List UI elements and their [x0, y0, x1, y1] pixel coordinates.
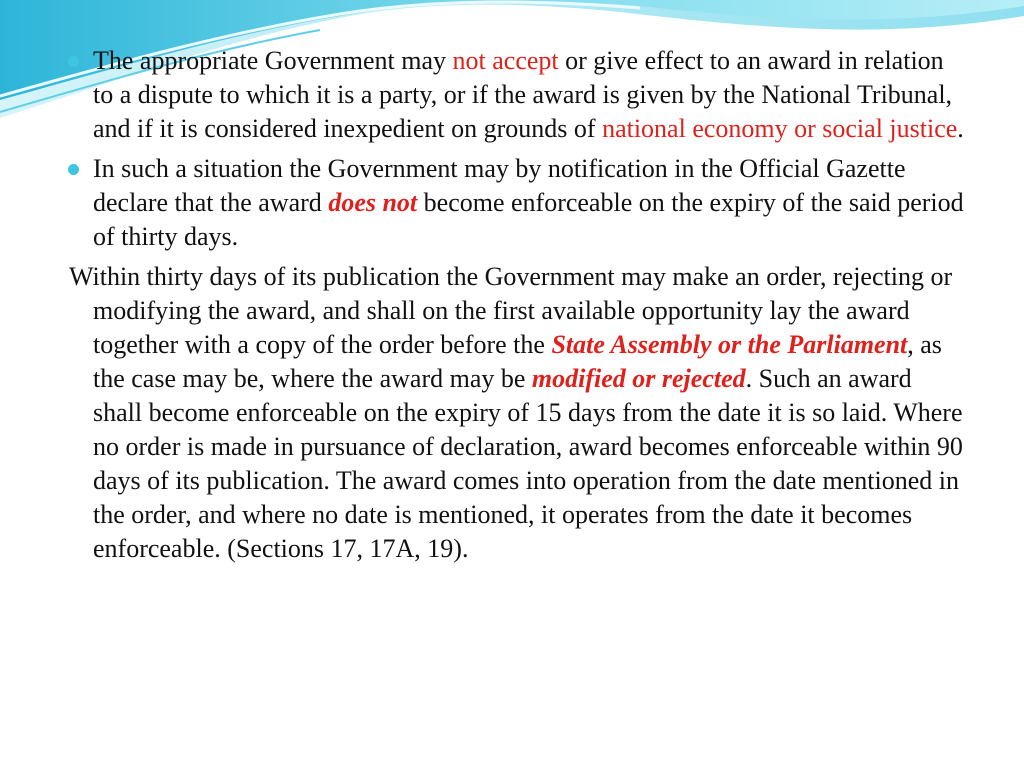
- bullet-item-2: [66, 152, 966, 254]
- paragraph-text-c: . Such an award shall become enforceable on the expiry of 15 days from the date it is so laid. Where no order is made in pursuance of declaration, award becomes enforceable within 90 days of its publication. The award comes into operation from the date mentioned in the order, and where no date is mentioned, it operates from the date it becomes enforceable. (Sections 17, 17A, 19).: [93, 364, 963, 563]
- paragraph-sections: [66, 260, 966, 566]
- bullet-dot-icon: [68, 56, 79, 67]
- bullet-dot-icon: [68, 164, 79, 175]
- bullet-2-text-b: become enforceable on the expiry of the said period of thirty days.: [93, 188, 964, 251]
- slide-body: [66, 44, 966, 566]
- bullet-1-highlight-national-economy: national economy or social justice: [602, 114, 958, 143]
- paragraph-text-a: Within thirty days of its publication the Government may make an order, rejecting or modifying the award, and shall on the first available opportunity lay the award together with a copy of the order before the: [69, 262, 953, 359]
- bullet-1-text-a: The appropriate Government may: [93, 46, 453, 75]
- bullet-1-text-b: or give effect to an award in relation to a dispute to which it is a party, or if the award is given by the National Tribunal, and if it is considered inexpedient on grounds of: [93, 46, 953, 143]
- bullet-2-highlight-does-not: does not: [328, 188, 418, 217]
- bullet-item-1: [66, 44, 966, 146]
- paragraph-highlight-modified-rejected: modified or rejected: [531, 364, 746, 393]
- paragraph-text-b: , as the case may be, where the award may be: [93, 330, 942, 393]
- paragraph-highlight-state-assembly: State Assembly or the Parliament: [551, 330, 908, 359]
- bullet-2-text-a: In such a situation the Government may by notification in the Official Gazette declare that the award: [93, 154, 906, 217]
- bullet-1-highlight-not-accept: not accept: [452, 46, 559, 75]
- bullet-1-text-c: .: [957, 114, 964, 143]
